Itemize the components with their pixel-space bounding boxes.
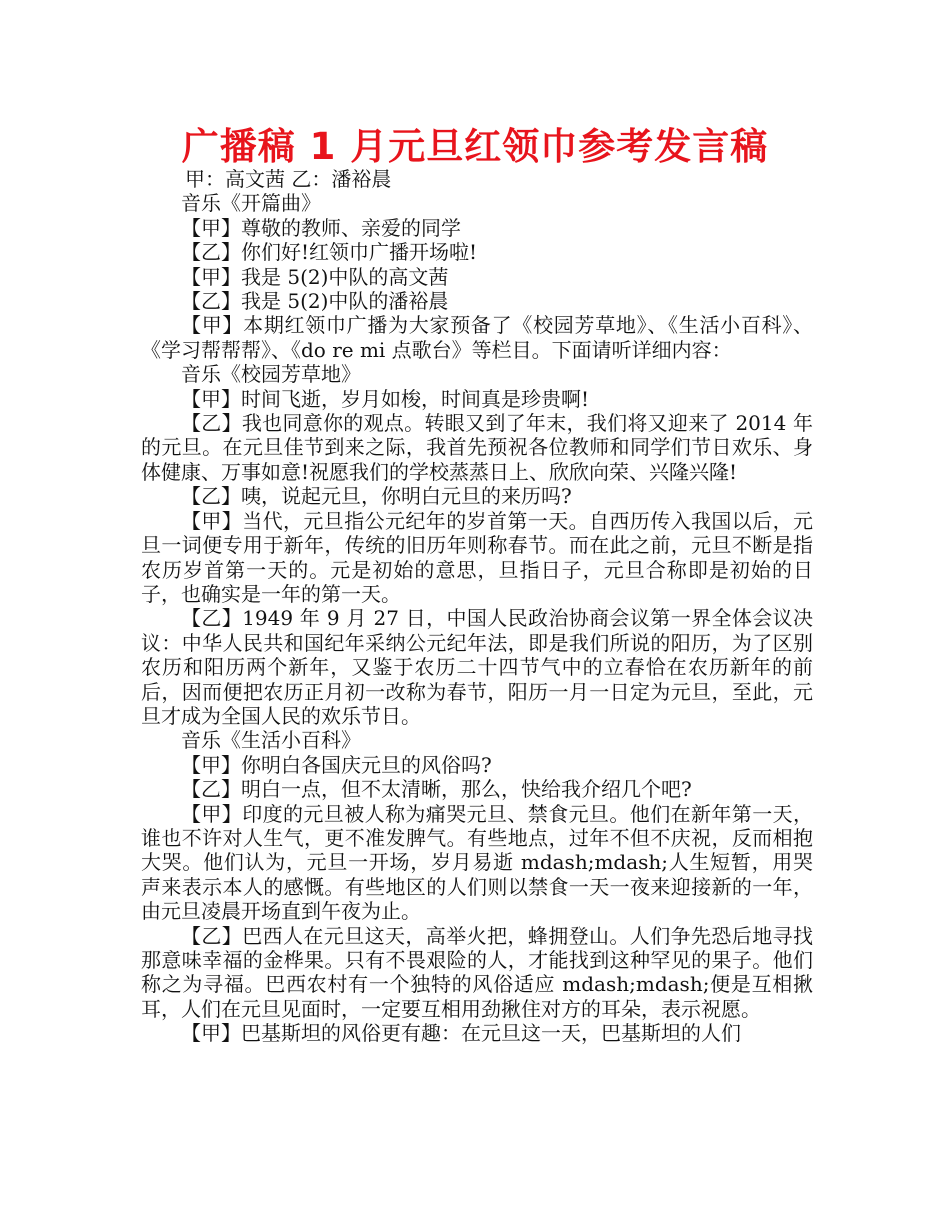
dialogue-line: 【乙】1949 年 9 月 27 日，中国人民政治协商会议第一界全体会议决议：中华人民共和国纪年采纳公元纪年法，即是我们所说的阳历，为了区别农历和阳历两个新年，又鉴于农历二十四节气中的立春恰在农历新年的前后，因而便把农历正月初一改称为春节，阳历一月一日定为元旦，至此，元旦才成为全国人民的欢乐节日。 bbox=[141, 606, 813, 728]
document-body bbox=[141, 167, 813, 1046]
document-title: 广播稿 1 月元旦红领巾参考发言稿 bbox=[181, 125, 769, 168]
dialogue-line: 【甲】当代，元旦指公元纪年的岁首第一天。自西历传入我国以后，元旦一词便专用于新年，传统的旧历年则称春节。而在此之前，元旦不断是指农历岁首第一天的。元是初始的意思，旦指日子，元旦合称即是初始的日子，也确实是一年的第一天。 bbox=[141, 508, 813, 606]
dialogue-line: 【乙】我也同意你的观点。转眼又到了年末，我们将又迎来了 2014 年的元旦。在元旦佳节到来之际，我首先预祝各位教师和同学们节日欢乐、身体健康、万事如意!祝愿我们的学校蒸蒸日上、欣欣向荣、兴隆兴隆! bbox=[141, 411, 813, 484]
dialogue-line: 【甲】巴基斯坦的风俗更有趣：在元旦这一天，巴基斯坦的人们 bbox=[181, 1021, 741, 1046]
speakers-line: 甲：高文茜 乙：潘裕晨 bbox=[185, 167, 392, 191]
dialogue-line: 【甲】印度的元旦被人称为痛哭元旦、禁食元旦。他们在新年第一天，谁也不许对人生气，更不准发脾气。有些地点，过年不但不庆祝，反而相抱大哭。他们认为，元旦一开场，岁月易逝 mdash;mdash;人生短暂，用哭声来表示本人的感慨。有些地区的人们则以禁食一天一夜来迎接新的一年，由元旦凌晨开场直到午夜为止。 bbox=[141, 801, 813, 924]
dialogue-line: 【乙】明白一点，但不太清晰，那么，快给我介绍几个吧? bbox=[181, 777, 692, 802]
music-cue: 音乐《校园芳草地》 bbox=[181, 362, 361, 387]
dialogue-line: 【乙】咦，说起元旦，你明白元旦的来历吗? bbox=[181, 484, 572, 509]
dialogue-line: 【乙】我是 5(2)中队的潘裕晨 bbox=[181, 289, 449, 314]
dialogue-line: 【甲】尊敬的教师、亲爱的同学 bbox=[181, 215, 461, 240]
music-cue: 音乐《开篇曲》 bbox=[181, 191, 321, 216]
music-cue: 音乐《生活小百科》 bbox=[181, 728, 361, 753]
dialogue-line: 【甲】你明白各国庆元旦的风俗吗? bbox=[181, 752, 492, 777]
dialogue-line: 【甲】时间飞逝，岁月如梭，时间真是珍贵啊! bbox=[181, 386, 590, 411]
dialogue-line: 【乙】巴西人在元旦这天，高举火把，蜂拥登山。人们争先恐后地寻找那意味幸福的金桦果。只有不畏艰险的人，才能找到这种罕见的果子。他们称之为寻福。巴西农村有一个独特的风俗适应 mdash;mdash;便是互相揪耳，人们在元旦见面时，一定要互相用劲揪住对方的耳朵，表示祝愿。 bbox=[141, 923, 813, 1021]
dialogue-line: 【甲】我是 5(2)中队的高文茜 bbox=[181, 264, 449, 289]
dialogue-line: 【甲】本期红领巾广播为大家预备了《校园芳草地》、《生活小百科》、《学习帮帮帮》、《do re mi 点歌台》等栏目。下面请听详细内容： bbox=[141, 313, 813, 362]
dialogue-line: 【乙】你们好!红领巾广播开场啦! bbox=[181, 240, 478, 265]
